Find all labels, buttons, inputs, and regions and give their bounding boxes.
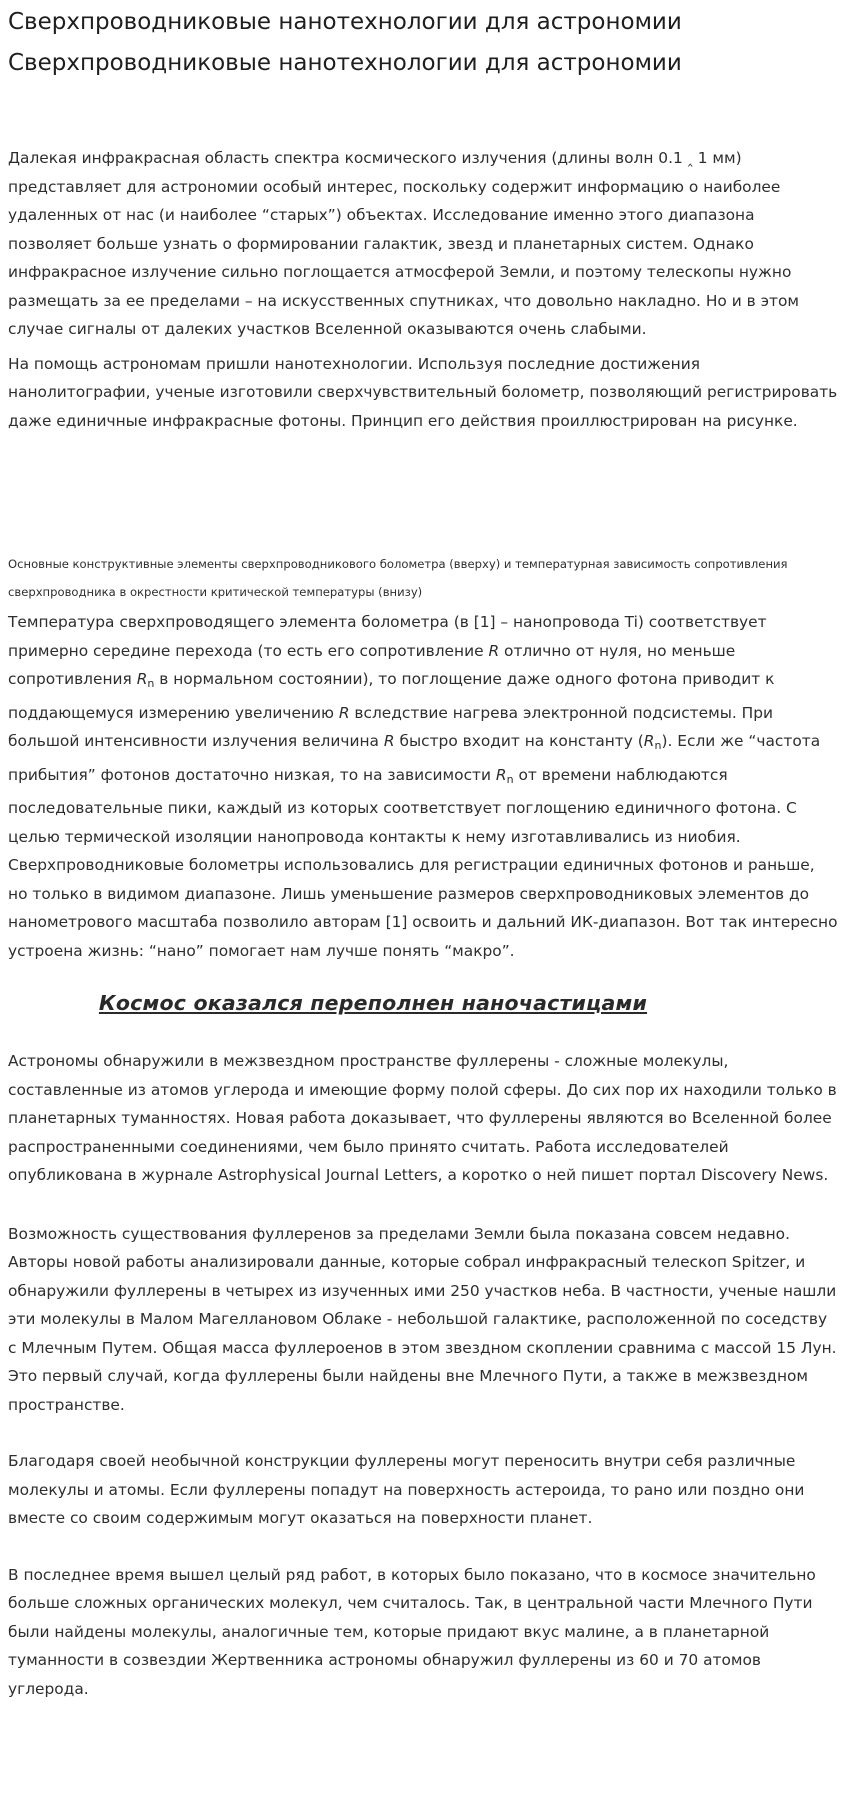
article [8, 0, 838, 1703]
var-R: R [338, 703, 350, 722]
bolometer-paragraph: Температура сверхпроводящего элемента болометра (в [1] – нанопровода Ti) соответствует примерно середине перехода (то есть его сопротивление R отлично от нуля, но меньше сопротивления $R_n$ в нормальном состоянии), то поглощение даже одного фотона приводит к поддающемуся измерению увеличению R вследствие нагрева электронной подсистемы. При большой интенсивности излучения величина R быстро входит на константу $(R_n)$. Если же “частота прибытия” фотонов достаточно низкая, то на зависимости $R_n$ от времени наблюдаются последовательные пики, каждый из которых соответствует поглощению единичного фотона. С целью термической изоляции нанопровода контакты к нему изготавливались из ниобия. Сверхпроводниковые болометры использовались для регистрации единичных фотонов и раньше, но только в видимом диапазоне. Лишь уменьшение размеров сверхпроводниковых элементов до нанометрового масштаба позволило авторам [1] освоить и дальний ИК-диапазон. Вот так интересно устроена жизнь: “нано” помогает нам лучше понять “макро”. [8, 613, 838, 960]
intro-paragraph-2: На помощь астрономам пришли нанотехнологии. Используя последние достижения нанолитографии, ученые изготовили сверхчувствительный болометр, позволяющий регистрировать даже единичные инфракрасные фотоны. Принцип его действия проиллюстрирован на рисунке. [8, 354, 838, 430]
page-title: Сверхпроводниковые нанотехнологии для астрономии [8, 9, 682, 35]
var-R: R [488, 641, 500, 660]
section-paragraph-3: Благодаря своей необычной конструкции фуллерены могут переносить внутри себя различные молекулы и атомы. Если фуллерены попадут на поверхность астероида, то рано или поздно они вместе со своим содержимым могут оказаться на поверхности планет. [8, 1452, 805, 1527]
section-paragraph-1: Астрономы обнаружили в межзвездном пространстве фуллерены - сложные молекулы, составленные из атомов углерода и имеющие форму полой сферы. До сих пор их находили только в планетарных туманностях. Новая работа доказывает, что фуллерены являются во Вселенной более распространенными соединениями, чем было принято считать. Работа исследователей опубликована в журнале Astrophysical Journal Letters, а коротко о ней пишет портал Discovery News. [8, 1052, 837, 1184]
section-paragraph-4: В последнее время вышел целый ряд работ, в которых было показано, что в космосе значительно больше сложных органических молекул, чем считалось. Так, в центральной части Млечного Пути были найдены молекулы, аналогичные тем, которые придают вкус малине, а в планетарной туманности в созвездии Жертвенника астрономы обнаружил фуллерены из 60 и 70 атомов углерода. [8, 1565, 816, 1698]
section-paragraph-2: Возможность существования фуллеренов за пределами Земли была показана совсем недавно. Авторы новой работы анализировали данные, которые собрал инфракрасный телескоп Spitzer, и обнаружили фуллерены в четырех из изученных ими 250 участков неба. В частности, ученые нашли эти молекулы в Малом Магеллановом Облаке - небольшой галактике, расположенной по соседству с Млечным Путем. Общая масса фуллероенов в этом звездном скоплении сравнима с массой 15 Лун. Это первый случай, когда фуллерены были найдены вне Млечного Пути, а также в межзвездном пространстве. [8, 1224, 837, 1414]
page-title-repeat: Сверхпроводниковые нанотехнологии для астрономии [8, 50, 682, 76]
var-Rn: R [136, 670, 148, 688]
figure-placeholder [8, 435, 838, 551]
var-Rn: R [495, 765, 507, 784]
figure-caption: Основные конструктивные элементы сверхпроводникового болометра (вверху) и температурная зависимость сопротивления сверхпроводника в окрестности критической температуры (внизу) [8, 557, 788, 599]
var-R: R [383, 732, 395, 750]
var-Rn: R [643, 732, 655, 750]
spacer [8, 82, 838, 144]
intro-paragraph-1: Далекая инфракрасная область спектра космического излучения (длины волн 0.1 ‸ 1 мм) представляет для астрономии особый интерес, поскольку содержит информацию о наиболее удаленных от нас (и наиболее “старых”) объектах. Исследование именно этого диапазона позволяет больше узнать о формировании галактик, звезд и планетарных систем. Однако инфракрасное излучение сильно поглощается атмосферой Земли, и поэтому телескопы нужно размещать за ее пределами – на искусственных спутниках, что довольно накладно. Но и в этом случае сигналы от далеких участков Вселенной оказываются очень слабыми. [8, 149, 800, 338]
section-heading: Космос оказался переполнен наночастицами [98, 991, 648, 1015]
